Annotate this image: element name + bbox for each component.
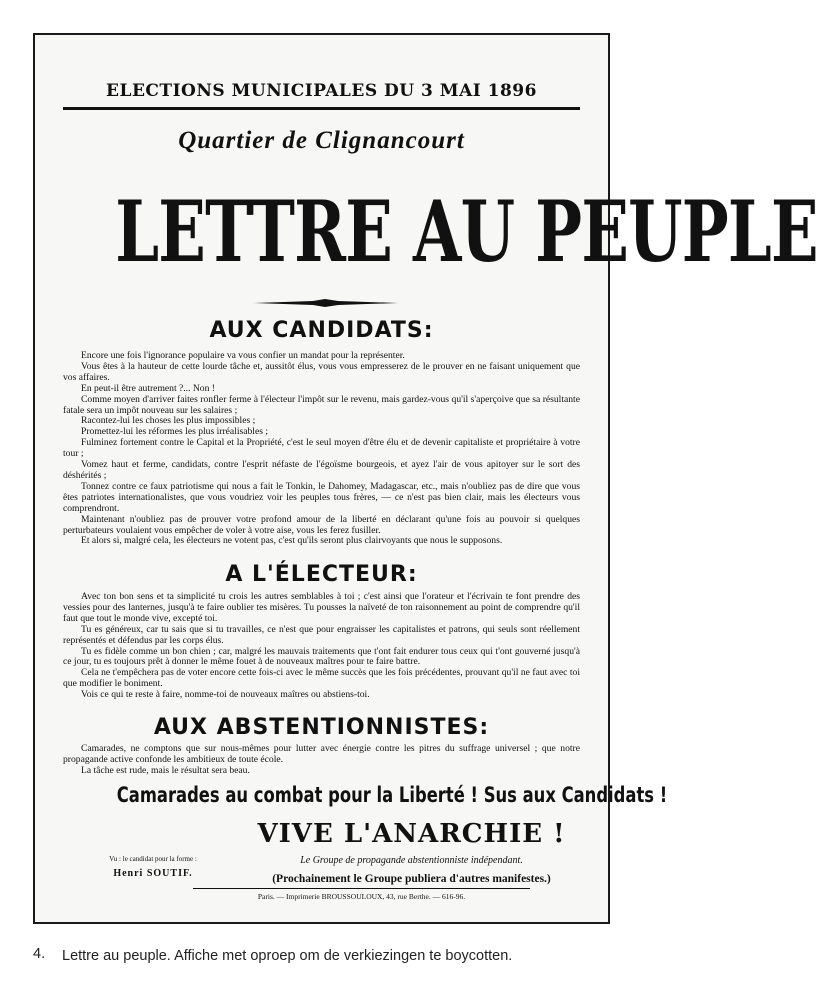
slogan: Camarades au combat pour la Liberté ! Sus aux Candidats ! (116, 783, 668, 807)
abstentionnistes-text (63, 744, 580, 777)
paragraph: Avec ton bon sens et ta simplicité tu crois les autres semblables à toi ; c'est ainsi que l'orateur et l'écrivain te font prendre des vessies pour des lanternes, jusqu'à te faire oublier tes misères. Tu pousses la naïveté de ton raisonnement au point de comprendre qu'il faut que tout le monde vive, excepté toi. (63, 591, 580, 624)
ornament-divider (253, 299, 398, 307)
caption-text: Lettre au peuple. Affiche met oproep om de verkiezingen te boycotten. (62, 948, 513, 964)
vu-note: Vu : le candidat pour la forme : (109, 855, 197, 863)
vive-anarchie: VIVE L'ANARCHIE ! (257, 819, 566, 849)
paragraph: Tu es fidèle comme un bon chien ; car, malgré les mauvais traitements que t'ont fait endurer tous ceux qui t'ont gouverné jusqu'à ce jour, tu es toujours prêt à donner le même fouet à de nouveaux maîtres pour te faire battre. (63, 645, 580, 668)
paragraph: Et alors si, malgré cela, les électeurs ne votent pas, c'est qu'ils seront plus clairvoyants que nous le supposons. (81, 535, 503, 547)
paragraph: Camarades, ne comptons que sur nous-mêmes pour lutter avec énergie contre les pitres du suffrage universel ; que notre propagande active confonde les ambitieux de toute école. (63, 743, 580, 765)
poster (33, 33, 818, 924)
paragraph: Vois ce qui te reste à faire, nomme-toi de nouveaux maîtres ou abstiens-toi. (81, 689, 370, 701)
electeur-title: A L'ÉLECTEUR: (225, 562, 418, 587)
paragraph: Vomez haut et ferme, candidats, contre l'esprit néfaste de l'égoïsme bourgeois, et ayez l'air de vous apitoyer sur le sort des déshérités ; (63, 459, 580, 481)
paragraph: Encore une fois l'ignorance populaire va vous confier un mandat pour la représenter. (81, 350, 405, 361)
paragraph: Tonnez contre ce faux patriotisme qui nous a fait le Tonkin, le Dahomey, Madagascar, etc., mais n'oubliez pas de dire que vous êtes patriotes internationalistes, que vous voudriez voir les peuples tous frères, — ce n'est pas bien clair, mais les électeurs vous comprendront. (63, 480, 580, 514)
paragraph: Tu es généreux, car tu sais que si tu travailles, ce n'est que pour engraisser les capitalistes et patrons, qui seuls sont réellement représentés et défendus par les corps élus. (63, 623, 580, 646)
headline: LETTRE AU PEUPLE (115, 182, 818, 282)
electeur-text (63, 592, 580, 701)
imprint-rule (193, 888, 530, 889)
signer-name: Henri SOUTIF. (113, 868, 193, 879)
top-rule (63, 107, 580, 110)
candidats-title: AUX CANDIDATS: (209, 318, 434, 343)
abstentionnistes-title: AUX ABSTENTIONNISTES: (153, 715, 490, 740)
candidats-text (63, 351, 580, 547)
elections-heading: ELECTIONS MUNICIPALES DU 3 MAI 1896 (106, 81, 537, 101)
paragraph: Promettez-lui les réformes les plus irréalisables ; (81, 426, 269, 438)
prochainement-note: (Prochainement le Groupe publiera d'autres manifestes.) (272, 873, 551, 885)
paragraph: Fulminez fortement contre le Capital et la Propriété, c'est le seul moyen d'être élu et de devenir capitaliste et propriétaire à votre tour ; (63, 437, 580, 460)
caption-number: 4. (33, 946, 46, 962)
paragraph: En peut-il être autrement ?... Non ! (81, 382, 215, 394)
quartier-heading: Quartier de Clignancourt (178, 127, 465, 154)
paragraph: Vous êtes à la hauteur de cette lourde tâche et, aussitôt élus, vous vous empresserez de le prouver en ne faisant uniquement que vos affaires. (63, 360, 580, 383)
paragraph: Cela ne t'empêchera pas de voter encore cette fois-ci avec le même succès que les fois précédentes, prouvant qu'il ne faut avec toi que modifier le boniment. (63, 667, 580, 690)
group-signature: Le Groupe de propagande abstentionniste indépendant. (300, 855, 523, 866)
paragraph: Maintenant n'oubliez pas de prouver votre profond amour de la liberté en déclarant qu'une fois au pouvoir si quelques perturbateurs voulaient vous empêcher de voler à votre aise, vous les ferez fusiller. (63, 513, 580, 536)
paragraph: Racontez-lui les choses les plus impossibles ; (81, 415, 256, 427)
imprint: Paris. — Imprimerie BROUSSOULOUX, 43, rue Berthe. — 616-96. (257, 892, 466, 901)
paragraph: La tâche est rude, mais le résultat sera beau. (81, 764, 250, 776)
paragraph: Comme moyen d'arriver faites ronfler ferme à l'électeur l'impôt sur le revenu, mais gardez-vous qu'il s'aperçoive que sa résultante fatale sera un impôt nouveau sur les salaires ; (63, 393, 580, 416)
